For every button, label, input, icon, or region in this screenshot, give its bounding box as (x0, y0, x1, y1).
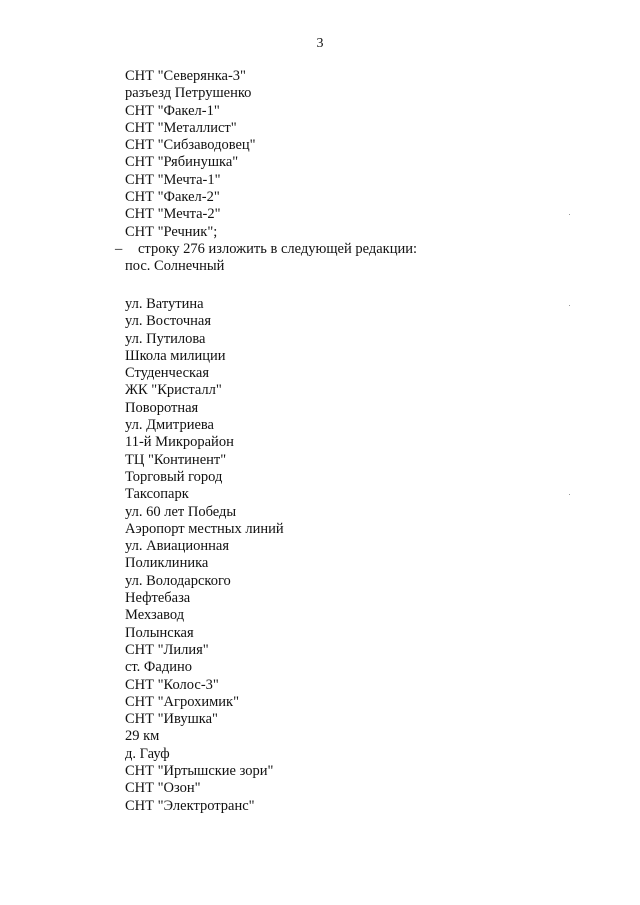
list-item: СНТ "Мечта-1" (125, 171, 221, 188)
list-item: СНТ "Металлист" (125, 119, 237, 136)
list-item: СНТ "Лилия" (125, 641, 209, 658)
list-item: Нефтебаза (125, 590, 191, 607)
list-item: СНТ "Факел-1" (125, 102, 220, 119)
list-item: СНТ "Иртышские зори" (125, 763, 274, 780)
list-item: ЖК "Кристалл" (125, 382, 222, 399)
list-item: 29 км (125, 728, 160, 745)
list-item: Полынская (125, 624, 194, 641)
list-item: ул. 60 лет Победы (125, 503, 237, 520)
instruction-text: строку 276 изложить в следующей редакции: (138, 240, 417, 257)
list-item: 11-й Микрорайон (125, 434, 234, 451)
list-item: ст. Фадино (125, 659, 192, 676)
amendment-instruction (115, 241, 417, 258)
list-item: Аэропорт местных линий (125, 520, 284, 537)
list-item: Таксопарк (125, 486, 189, 503)
list-item: Студенческая (125, 365, 209, 382)
list-item: Торговый город (125, 468, 223, 485)
stop-list-route-276 (125, 296, 284, 815)
route-title: пос. Солнечный (125, 258, 225, 275)
list-item: СНТ "Мечта-2" (125, 206, 221, 223)
list-item: разъезд Петрушенко (125, 85, 252, 102)
list-item: д. Гауф (125, 745, 170, 762)
list-item: СНТ "Северянка-3" (125, 68, 246, 84)
list-item: Поворотная (125, 399, 199, 416)
instruction-dash: – (115, 240, 123, 257)
list-item: ул. Дмитриева (125, 417, 214, 434)
list-item: СНТ "Ивушка" (125, 711, 218, 728)
list-item: ул. Путилова (125, 330, 206, 347)
list-item: СНТ "Речник"; (125, 223, 218, 240)
list-item: ул. Ватутина (125, 296, 204, 312)
list-item: ТЦ "Континент" (125, 451, 227, 468)
list-item: СНТ "Факел-2" (125, 189, 220, 206)
scan-speck (569, 305, 570, 306)
list-item: СНТ "Электротранс" (125, 797, 255, 814)
list-item: Поликлиника (125, 555, 209, 572)
scan-speck (569, 494, 570, 495)
list-item: СНТ "Сибзаводовец" (125, 137, 256, 154)
list-item: Школа милиции (125, 347, 226, 364)
list-item: СНТ "Озон" (125, 780, 201, 797)
list-item: СНТ "Рябинушка" (125, 154, 239, 171)
list-item: СНТ "Колос-3" (125, 676, 219, 693)
list-item: СНТ "Агрохимик" (125, 693, 240, 710)
stop-list-continued (115, 68, 427, 276)
list-item: ул. Володарского (125, 572, 231, 589)
list-item: Мехзавод (125, 607, 185, 624)
scan-speck (569, 214, 570, 215)
list-item: ул. Восточная (125, 313, 211, 330)
list-item: ул. Авиационная (125, 538, 230, 555)
page-number: 3 (316, 36, 324, 51)
